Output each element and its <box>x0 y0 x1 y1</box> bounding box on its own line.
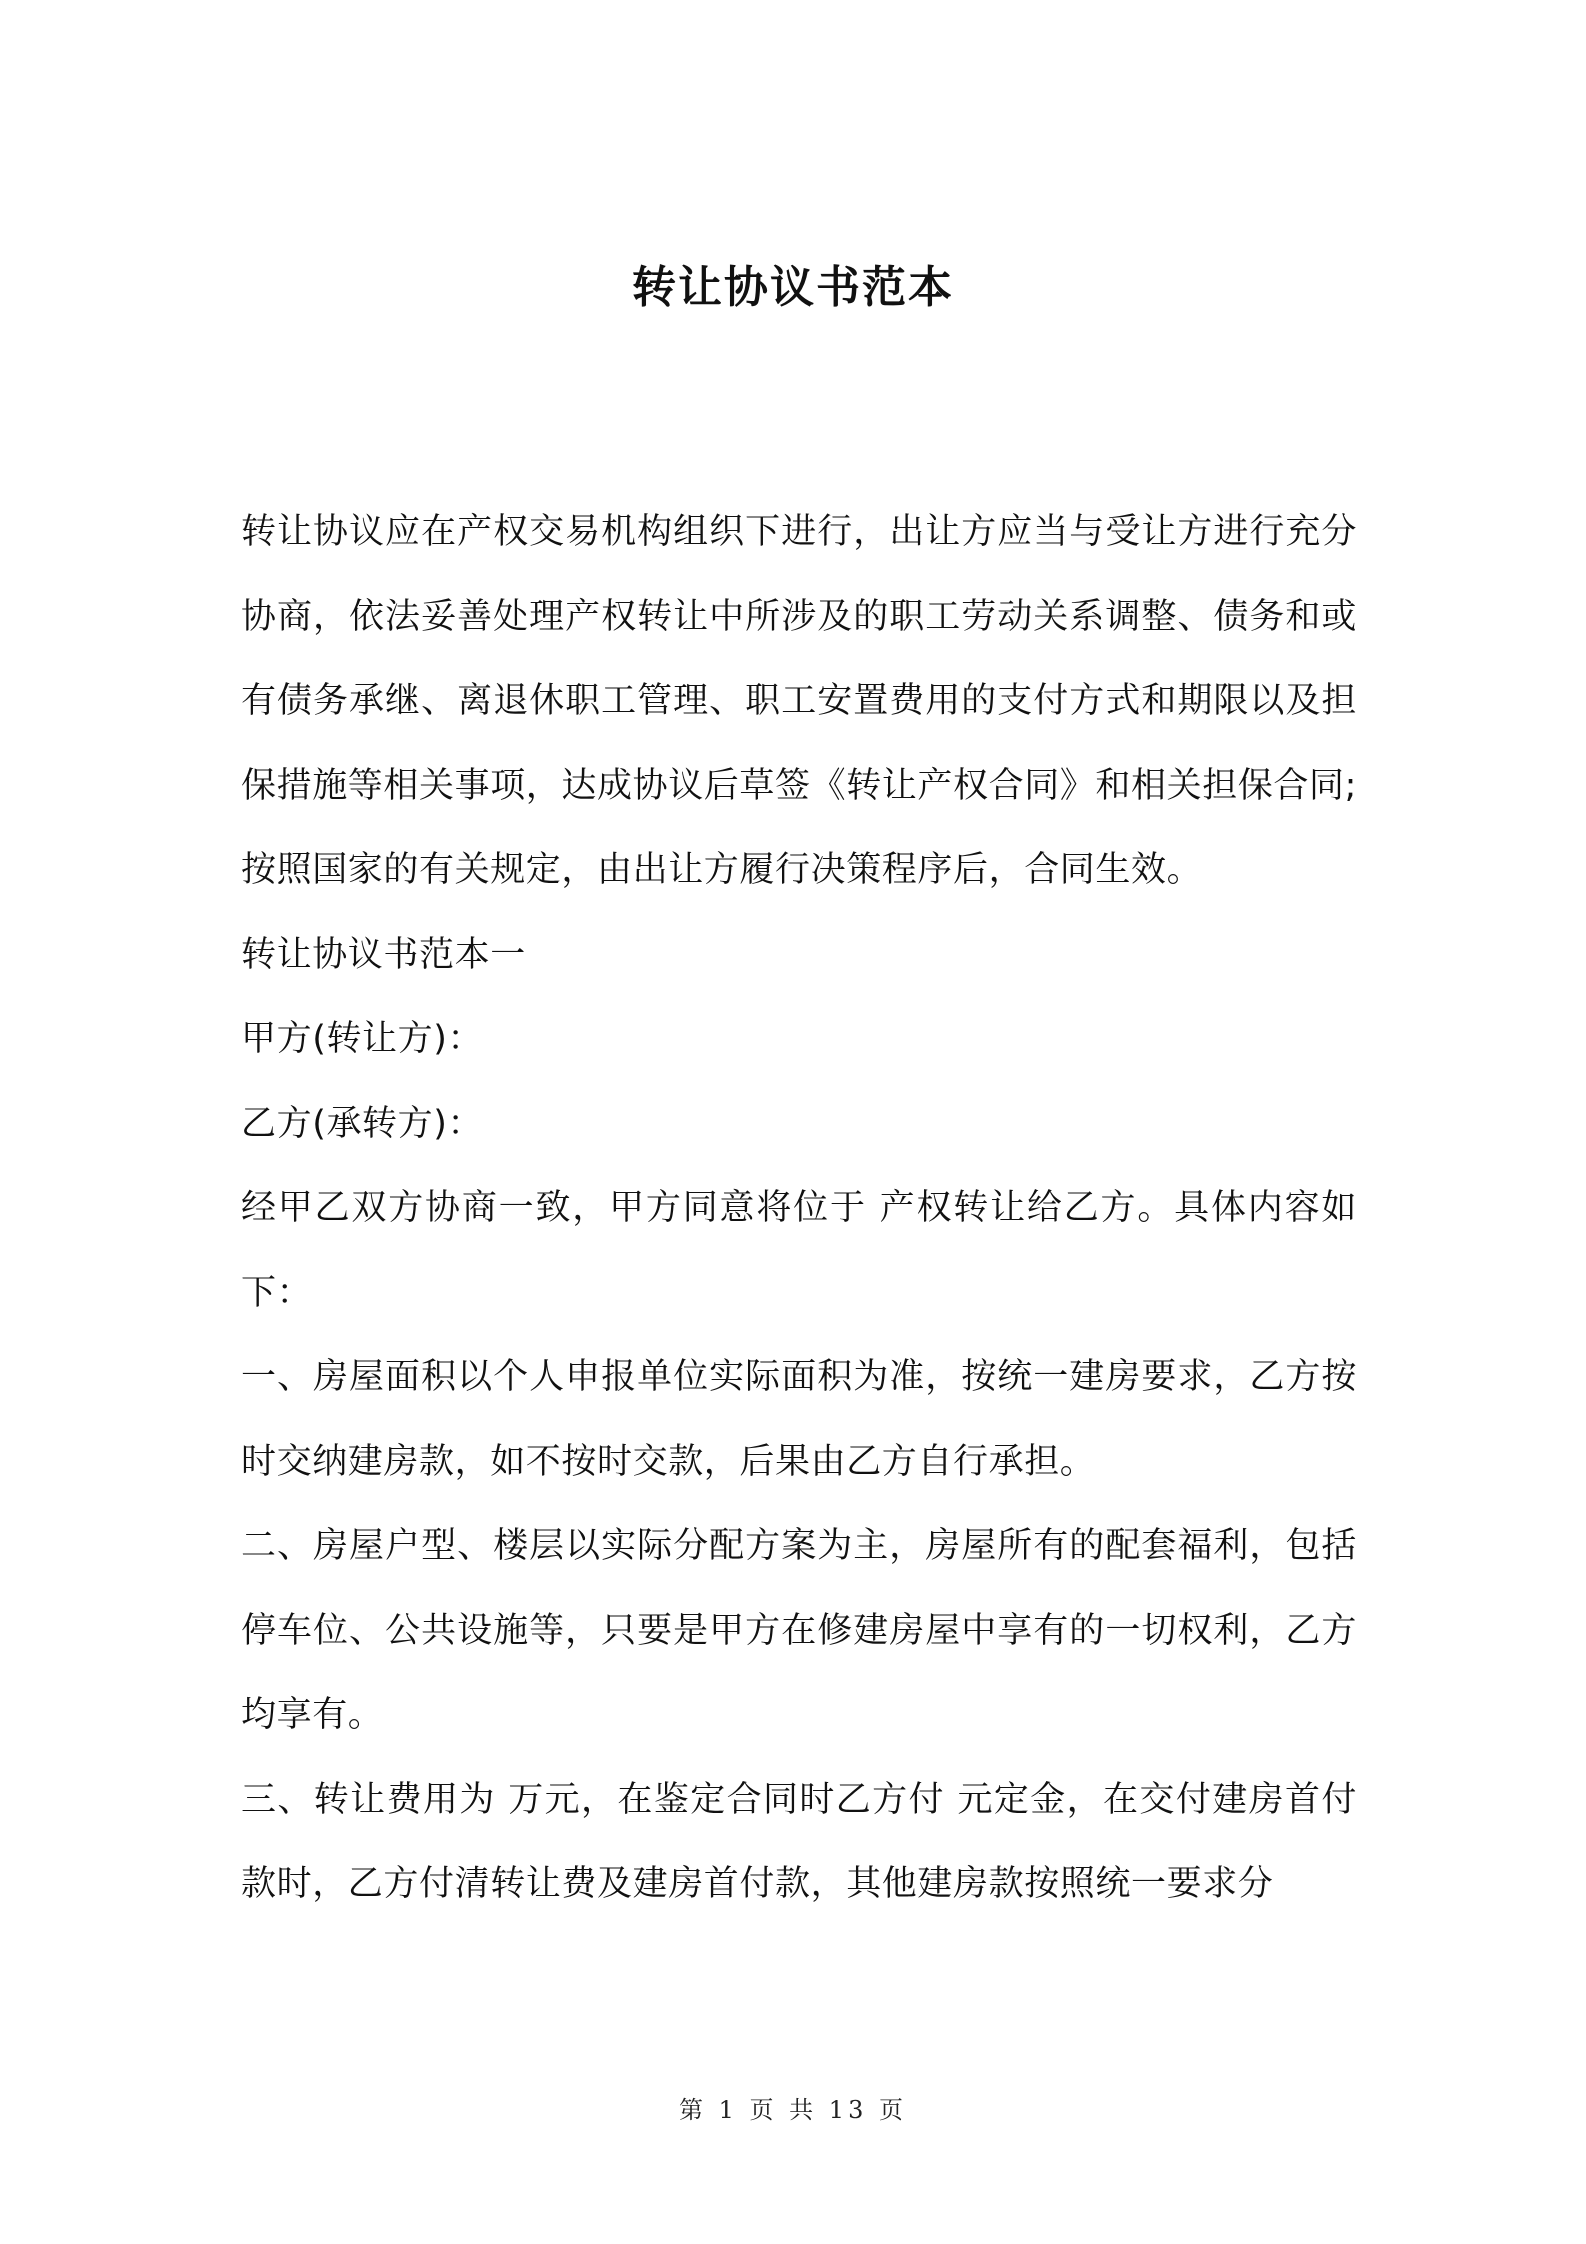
party-a-line: 甲方(转让方)： <box>241 1019 484 1059</box>
agreement-paragraph: 经甲乙双方协商一致，甲方同意将位于 产权转让给乙方。具体内容如下： <box>241 1188 1357 1313</box>
document-body <box>241 490 1357 1927</box>
section-heading: 转让协议书范本一 <box>241 934 526 975</box>
clause-3: 三、转让费用为 万元，在鉴定合同时乙方付 元定金，在交付建房首付款时，乙方付清转让费及建房首付款，其他建房款按照统一要求分 <box>241 1779 1357 1904</box>
party-b-line: 乙方(承转方)： <box>241 1103 484 1144</box>
page-footer: 第 1 页 共 13 页 <box>679 2096 907 2124</box>
page-title: 转让协议书范本 <box>632 262 954 313</box>
intro-paragraph: 转让协议应在产权交易机构组织下进行，出让方应当与受让方进行充分协商，依法妥善处理产权转让中所涉及的职工劳动关系调整、债务和或有债务承继、离退休职工管理、职工安置费用的支付方式和期限以及担保措施等相关事项，达成协议后草签《转让产权合同》和相关担保合同;按照国家的有关规定，由出让方履行决策程序后，合同生效。 <box>241 512 1357 890</box>
clause-2: 二、房屋户型、楼层以实际分配方案为主，房屋所有的配套福利，包括停车位、公共设施等，只要是甲方在修建房屋中享有的一切权利，乙方均享有。 <box>241 1526 1357 1735</box>
clause-1: 一、房屋面积以个人申报单位实际面积为准，按统一建房要求，乙方按时交纳建房款，如不按时交款，后果由乙方自行承担。 <box>241 1357 1357 1482</box>
